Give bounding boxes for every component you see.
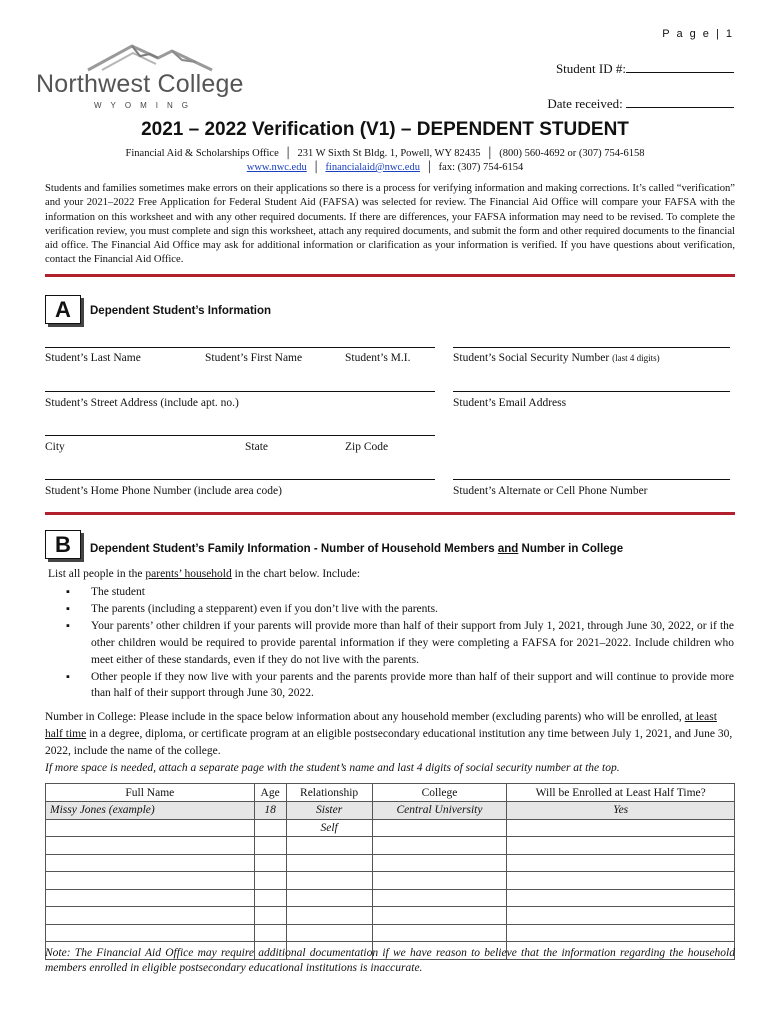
table-cell[interactable] [372, 854, 507, 872]
home-phone-input-line[interactable] [45, 479, 435, 480]
extra-space-note: If more space is needed, attach a separate page with the student’s name and last 4 digits of social security number at the top. [45, 762, 620, 774]
page-number: P a g e | 1 [662, 28, 734, 40]
ssn-label [453, 352, 660, 364]
table-cell[interactable] [507, 854, 735, 872]
table-cell[interactable] [254, 889, 286, 907]
table-cell[interactable] [46, 837, 255, 855]
table-cell[interactable] [507, 872, 735, 890]
table-cell[interactable] [372, 889, 507, 907]
section-divider-a [45, 274, 735, 277]
home-phone-label: Student’s Home Phone Number (include area code) [45, 485, 282, 497]
table-row [46, 854, 735, 872]
table-cell[interactable] [46, 854, 255, 872]
date-received-line[interactable] [626, 96, 734, 108]
table-cell[interactable] [46, 924, 255, 942]
ssn-label-note: (last 4 digits) [612, 353, 660, 363]
bullet-item: ▪ Your parents’ other children if your parents will provide more than half of their support from July 1, 2021, through June 30, 2022, or if the other children would be required to provide parental information if they were completing a FAFSA for 2021–2022. Include children who meet either of these standards, even if they do not live with the parents. [66, 618, 734, 669]
table-row [46, 872, 735, 890]
office-phone: (800) 560-4692 or (307) 754-6158 [499, 148, 645, 159]
page-title: 2021 – 2022 Verification (V1) – DEPENDENT STUDENT [141, 119, 629, 140]
table-cell[interactable] [286, 854, 372, 872]
number-in-college-note [45, 709, 735, 760]
street-label: Student’s Street Address (include apt. no.) [45, 397, 239, 409]
list-intro-a: List all people in the [48, 568, 146, 580]
table-row-example [46, 802, 735, 820]
first-name-label: Student’s First Name [205, 352, 303, 364]
section-b-title-a: Dependent Student’s Family Information - Number of Household Members [90, 543, 498, 555]
table-cell[interactable] [372, 872, 507, 890]
table-row [46, 924, 735, 942]
table-cell[interactable] [507, 889, 735, 907]
table-header-row [46, 784, 735, 802]
household-table [45, 783, 735, 960]
section-b-badge: B [45, 530, 81, 559]
section-a-title: Dependent Student’s Information [90, 305, 272, 317]
table-cell[interactable] [286, 837, 372, 855]
bullet-item: ▪ The student [66, 584, 734, 601]
household-list-intro [48, 568, 360, 580]
ssn-label-text: Student’s Social Security Number [453, 352, 610, 364]
city-label: City [45, 441, 65, 453]
email-input-line[interactable] [453, 391, 730, 392]
table-cell[interactable] [372, 924, 507, 942]
student-id-label: Student ID #: [555, 61, 626, 76]
table-row-self [46, 819, 735, 837]
example-name: Missy Jones (example) [46, 802, 255, 820]
alt-phone-input-line[interactable] [453, 479, 730, 480]
col-full-name: Full Name [46, 784, 255, 802]
intro-paragraph: Students and families sometimes make errors on their applications so there is a process for verifying information and making corrections. It’s called “verification” and your 2021–2022 Free Application for Federal Student Aid (FAFSA) was selected for review. The Financial Aid Office will compare your FAFSA with the information on this worksheet and with any other required documents. If there are differences, your FAFSA information may need to be revised. To complete the verification review, you must complete and sign this worksheet, attach any required documents, and submit the form and other required documents to the financial aid office. The Financial Aid Office may ask for additional information or clarification as your information is verified. If you have questions about verification, contact the Financial Aid Office. [45, 183, 735, 266]
mi-label: Student’s M.I. [345, 352, 411, 364]
section-b-title-b: Number in College [518, 543, 624, 555]
list-intro-b: in the chart below. Include: [231, 568, 361, 580]
table-cell[interactable] [254, 819, 286, 837]
household-bullet-list [66, 584, 734, 702]
col-relationship: Relationship [286, 784, 372, 802]
website-link[interactable]: www.nwc.edu [246, 162, 307, 173]
example-college: Central University [372, 802, 507, 820]
section-b-title [90, 543, 623, 555]
email-label: Student’s Email Address [453, 397, 567, 409]
table-row [46, 837, 735, 855]
example-half-time: Yes [507, 802, 735, 820]
table-cell[interactable] [254, 872, 286, 890]
table-cell[interactable] [46, 889, 255, 907]
table-cell[interactable] [254, 907, 286, 925]
bullet-item: ▪ The parents (including a stepparent) even if you don’t live with the parents. [66, 601, 734, 618]
table-row [46, 907, 735, 925]
office-fax: fax: (307) 754-6154 [438, 162, 524, 173]
table-cell[interactable] [507, 837, 735, 855]
col-half-time: Will be Enrolled at Least Half Time? [507, 784, 735, 802]
table-cell[interactable] [286, 872, 372, 890]
table-cell[interactable] [372, 819, 507, 837]
section-b-title-and: and [497, 543, 519, 555]
self-relationship: Self [286, 819, 372, 837]
college-note-underlined: at least half time [45, 711, 717, 740]
table-cell[interactable] [46, 872, 255, 890]
street-input-line[interactable] [45, 391, 435, 392]
table-cell[interactable] [507, 819, 735, 837]
office-address: 231 W Sixth St Bldg. 1, Powell, WY 82435 [297, 148, 481, 159]
college-note-b: in a degree, diploma, or certificate program at an eligible postsecondary educational institution any time between July 1, 2021, and June 30, 2022, include the name of the college. [45, 728, 733, 757]
logo-subtitle: WYOMING [94, 101, 197, 110]
table-cell[interactable] [46, 819, 255, 837]
table-cell[interactable] [254, 837, 286, 855]
date-received-field[interactable] [547, 96, 734, 112]
table-cell[interactable] [286, 907, 372, 925]
ssn-input-line[interactable] [453, 347, 730, 348]
table-cell[interactable] [372, 907, 507, 925]
office-name: Financial Aid & Scholarships Office [125, 148, 279, 159]
office-contact: Financial Aid & Scholarships Office │ 231 W Sixth St Bldg. 1, Powell, WY 82435 │ (800) 560-4692 or (307) 754-6158 www.nwc.edu │ financialaid@nwc.edu │ fax: (307) 754-6154 [125, 148, 645, 173]
list-intro-underlined: parents’ household [145, 568, 232, 580]
table-cell[interactable] [46, 907, 255, 925]
bullet-item: ▪ Other people if they now live with your parents and the parents provide more than half of their support and will continue to provide more than half of their support through June 30, 2022. [66, 669, 734, 703]
table-cell[interactable] [286, 889, 372, 907]
table-cell[interactable] [254, 924, 286, 942]
city-state-zip-input-line[interactable] [45, 435, 435, 436]
table-cell[interactable] [507, 907, 735, 925]
logo-name: Northwest College [36, 70, 244, 98]
verification-footnote: Note: The Financial Aid Office may require additional documentation if we have reason to believe that the information regarding the household members enrolled in eligible postsecondary educational institutions is inaccurate. [45, 947, 735, 974]
table-cell[interactable] [372, 837, 507, 855]
student-id-line[interactable] [626, 61, 734, 73]
section-divider-b [45, 512, 735, 515]
table-row [46, 889, 735, 907]
table-cell[interactable] [254, 854, 286, 872]
college-logo [36, 42, 251, 112]
date-received-label: Date received: [547, 96, 623, 111]
table-cell[interactable] [286, 924, 372, 942]
example-age: 18 [254, 802, 286, 820]
example-relationship: Sister [286, 802, 372, 820]
email-link[interactable]: financialaid@nwc.edu [325, 162, 420, 173]
student-id-field[interactable] [556, 61, 734, 77]
name-input-line[interactable] [45, 347, 435, 348]
alt-phone-label: Student’s Alternate or Cell Phone Number [453, 485, 648, 497]
table-cell[interactable] [507, 924, 735, 942]
col-college: College [372, 784, 507, 802]
college-note-a: Number in College: Please include in the space below information about any household member (excluding parents) who will be enrolled, [45, 711, 685, 723]
state-label: State [245, 441, 268, 453]
zip-label: Zip Code [345, 441, 389, 453]
last-name-label: Student’s Last Name [45, 352, 141, 364]
section-a-badge: A [45, 295, 81, 324]
col-age: Age [254, 784, 286, 802]
